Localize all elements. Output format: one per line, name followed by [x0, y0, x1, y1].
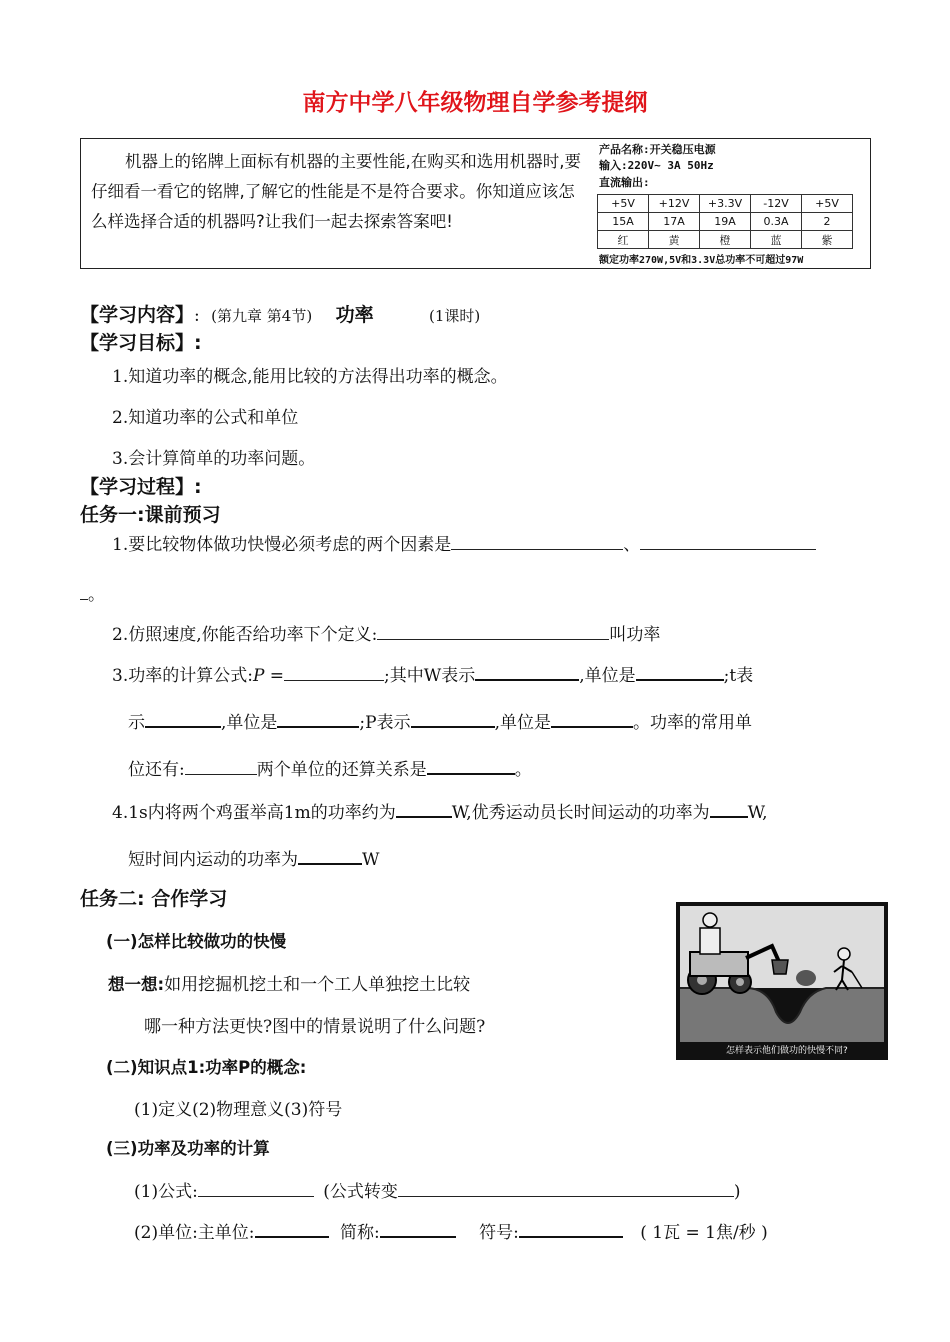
content-label: 【学习内容】: [80, 304, 195, 326]
unit-blank-2[interactable]: [380, 1220, 456, 1238]
q3-symbol: P =: [252, 666, 285, 686]
task1-q3-line1: [112, 661, 753, 686]
q3-blank-1[interactable]: [284, 664, 384, 681]
q3-blank-2[interactable]: [475, 663, 579, 681]
nameplate-table: [597, 194, 853, 249]
q4-text: W: [362, 850, 380, 870]
table-cell: 0.3A: [751, 213, 802, 231]
q3-blank-6[interactable]: [411, 710, 495, 728]
table-cell: 17A: [649, 213, 700, 231]
table-row: [598, 195, 853, 213]
q3-text: 示: [128, 713, 145, 733]
q3-blank-8[interactable]: [185, 758, 257, 775]
table-cell: 紫: [802, 231, 853, 249]
q3-text: ;P表示: [359, 713, 411, 733]
q1-end: 。: [88, 585, 105, 605]
intro-box: [80, 138, 871, 269]
table-cell: +5V: [802, 195, 853, 213]
q3-text: ,单位是: [579, 666, 636, 686]
nameplate-line3: 直流输出:: [599, 176, 650, 189]
table-cell: +3.3V: [700, 195, 751, 213]
q3-text: ,单位是: [221, 713, 278, 733]
formula-text: ): [733, 1182, 741, 1202]
q1-blank-2[interactable]: [640, 533, 816, 550]
excavator-illustration: [676, 902, 888, 1060]
table-cell: 2: [802, 213, 853, 231]
q3-text: ;其中W表示: [384, 666, 476, 686]
task2-heading: 任务二: 合作学习: [80, 888, 228, 910]
task1-heading: 任务一:课前预习: [80, 504, 221, 526]
think-line: [108, 970, 470, 995]
q2-end: 叫功率: [609, 625, 661, 645]
table-cell: 蓝: [751, 231, 802, 249]
nameplate-image: [593, 139, 869, 267]
q3-blank-9[interactable]: [427, 757, 515, 775]
table-row: [598, 213, 853, 231]
chapter-text: (第九章 第4节): [211, 307, 313, 325]
q3-text: ;t表: [723, 666, 754, 686]
unit-text: 符号:: [479, 1223, 519, 1243]
intro-paragraph: 机器上的铭牌上面标有机器的主要性能,在购买和选用机器时,要仔细看一看它的铭牌,了解它的性能是不是符合要求。你知道应该怎么样选择合适的机器吗?让我们一起去探索答案吧!: [91, 152, 581, 231]
concept-items: (1)定义(2)物理意义(3)符号: [134, 1100, 343, 1120]
q4-text: 短时间内运动的功率为: [128, 850, 298, 870]
task1-q4-line1: [112, 798, 768, 823]
q1-sep: 、: [623, 535, 641, 555]
nameplate-note: 额定功率270W,5V和3.3V总功率不可超过97W: [599, 255, 804, 266]
content-line: [80, 300, 480, 327]
excavator-worker-image: [676, 902, 888, 1060]
unit-blank-3[interactable]: [519, 1220, 623, 1238]
q4-text: W,: [747, 803, 768, 823]
q4-blank-2[interactable]: [710, 800, 748, 818]
unit-line: [134, 1218, 768, 1243]
q3-text: 。: [514, 760, 532, 780]
formula-transform-blank[interactable]: [398, 1180, 734, 1197]
q3-blank-4[interactable]: [145, 710, 221, 728]
unit-text: 简称:: [339, 1223, 380, 1243]
goals-label: 【学习目标】:: [80, 332, 202, 354]
task1-q3-line2: [128, 708, 752, 733]
section-concept: (二)知识点1:功率P的概念:: [106, 1058, 307, 1077]
table-cell: -12V: [751, 195, 802, 213]
q2-blank[interactable]: [377, 623, 609, 640]
topic-text: 功率: [335, 304, 374, 326]
q3-blank-5[interactable]: [277, 710, 359, 728]
page-title: 南方中学八年级物理自学参考提纲: [302, 90, 648, 116]
section-calc: (三)功率及功率的计算: [106, 1139, 270, 1158]
q4-text: 4.1s内将两个鸡蛋举高1m的功率约为: [112, 803, 396, 823]
q2-text: 2.仿照速度,你能否给功率下个定义:: [112, 625, 378, 645]
q1-blank-1[interactable]: [451, 533, 623, 550]
task1-q4-line2: [128, 845, 379, 870]
q3-text: 。功率的常用单: [632, 713, 752, 733]
task1-q3-line3: [128, 755, 532, 780]
formula-line: [134, 1177, 741, 1202]
q4-text: W,优秀运动员长时间运动的功率为: [451, 803, 710, 823]
think-label: 想一想:: [108, 975, 165, 994]
unit-text: (2)单位:主单位:: [134, 1223, 255, 1243]
content-colon: :: [194, 306, 200, 326]
task1-q2: [112, 620, 660, 645]
q1-text: 1.要比较物体做功快慢必须考虑的两个因素是: [112, 535, 452, 555]
formula-text: (1)公式:: [134, 1182, 198, 1202]
think-text: 如用挖掘机挖土和一个工人单独挖土比较: [164, 975, 471, 995]
table-cell: 黄: [649, 231, 700, 249]
image-caption: 怎样表示他们做功的快慢不同?: [726, 1046, 848, 1056]
q3-text: ,单位是: [494, 713, 551, 733]
task1-q1-cont: [80, 580, 105, 605]
table-cell: 19A: [700, 213, 751, 231]
goal-item: 2.知道功率的公式和单位: [112, 408, 299, 428]
table-cell: 红: [598, 231, 649, 249]
q3-text: 位还有:: [128, 760, 185, 780]
nameplate-line2: 输入:220V~ 3A 50Hz: [599, 159, 714, 172]
unit-blank-1[interactable]: [255, 1220, 329, 1238]
task1-q1: [112, 530, 816, 555]
table-cell: +5V: [598, 195, 649, 213]
think-line-2: 哪一种方法更快?图中的情景说明了什么问题?: [144, 1017, 486, 1037]
q3-blank-3[interactable]: [636, 663, 724, 681]
q3-blank-7[interactable]: [551, 710, 633, 728]
process-label: 【学习过程】:: [80, 476, 202, 498]
formula-text: (公式转变: [323, 1182, 398, 1202]
q4-blank-1[interactable]: [396, 800, 452, 818]
nameplate-line1: 产品名称:开关稳压电源: [599, 143, 716, 156]
q3-text: 3.功率的计算公式:: [112, 666, 253, 686]
intro-text: [91, 147, 591, 237]
goal-item: 3.会计算简单的功率问题。: [112, 449, 316, 469]
section-compare: (一)怎样比较做功的快慢: [106, 932, 287, 951]
hours-text: (1课时): [429, 307, 481, 325]
table-cell: 15A: [598, 213, 649, 231]
table-cell: 橙: [700, 231, 751, 249]
q1-blank-3[interactable]: [80, 583, 88, 600]
table-row: [598, 231, 853, 249]
q4-blank-3[interactable]: [298, 847, 362, 865]
goal-item: 1.知道功率的概念,能用比较的方法得出功率的概念。: [112, 367, 508, 387]
formula-blank[interactable]: [198, 1180, 314, 1197]
q3-text: 两个单位的还算关系是: [256, 760, 427, 780]
unit-text: ( 1瓦 = 1焦/秒 ): [640, 1223, 768, 1243]
table-cell: +12V: [649, 195, 700, 213]
